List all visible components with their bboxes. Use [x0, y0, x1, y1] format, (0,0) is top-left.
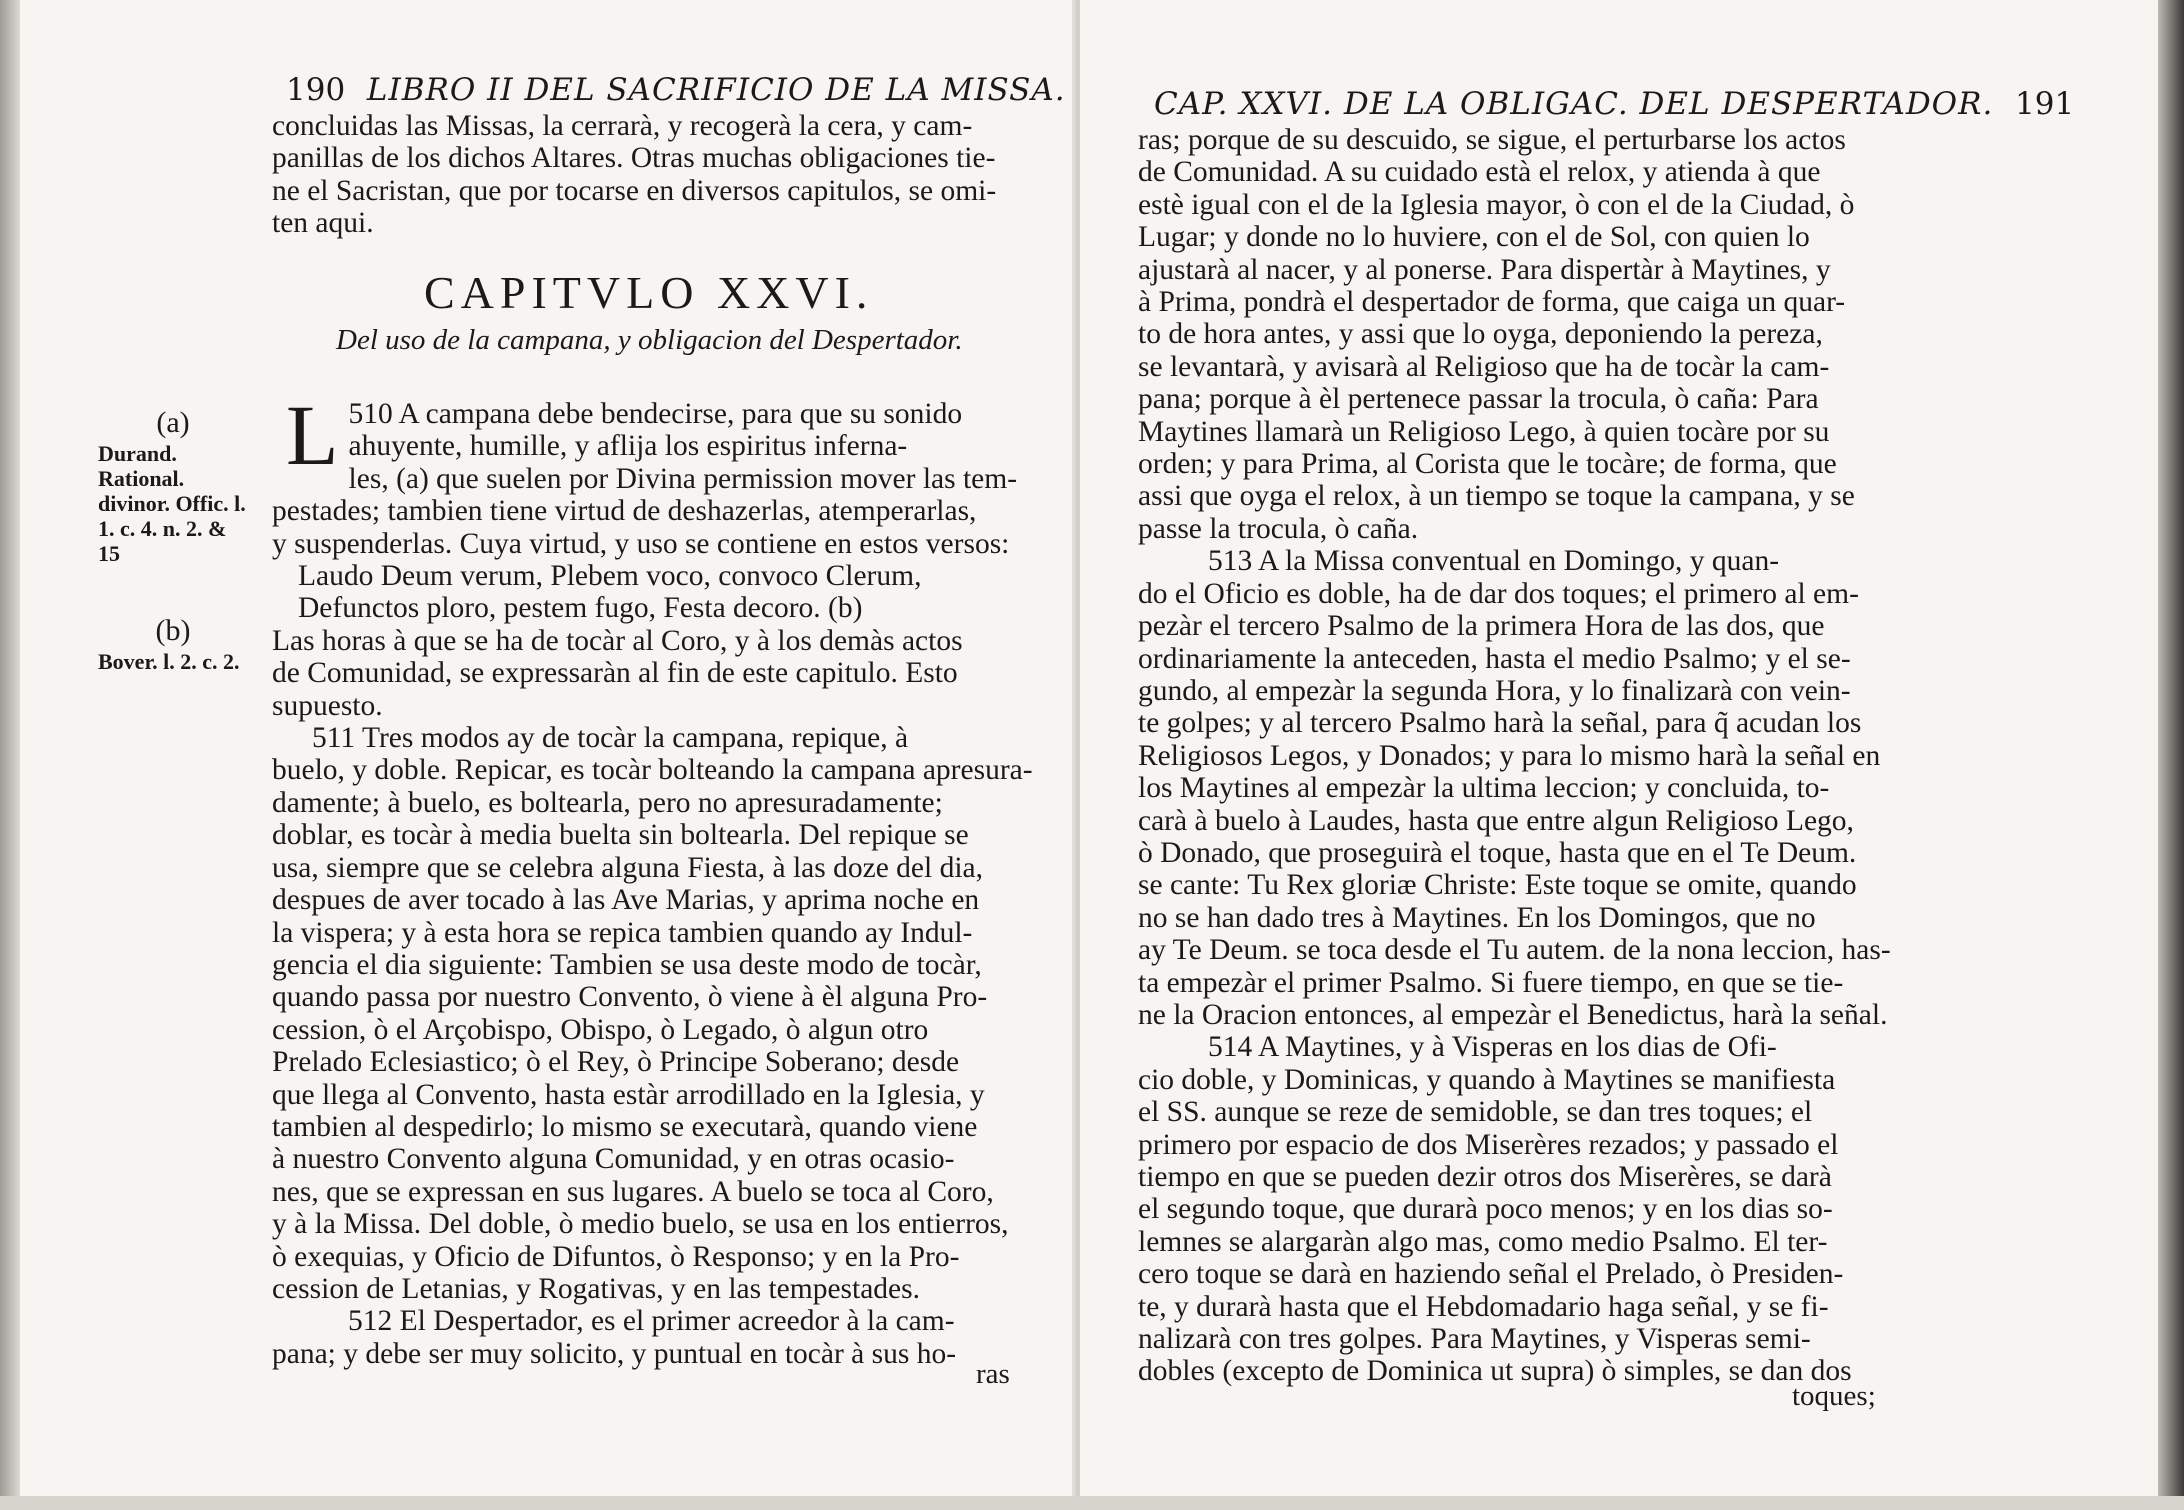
- text-line: 514 A Maytines, y à Visperas en los dias de Ofi-: [1208, 1031, 1777, 1064]
- left-page-number: 190: [286, 72, 346, 108]
- text-line: nalizarà con tres golpes. Para Maytines, y Visperas semi-: [1138, 1323, 1811, 1356]
- margin-note-a: [98, 406, 248, 566]
- text-line: carà à buelo à Laudes, hasta que entre algun Religioso Lego,: [1138, 804, 1854, 837]
- text-line: y à la Missa. Del doble, ò medio buelo, se usa en los entierros,: [272, 1208, 1009, 1241]
- text-line: cession, ò el Arçobispo, Obispo, ò Legado, ò algun otro: [272, 1013, 929, 1046]
- text-line: nes, que se expressan en sus lugares. A buelo se toca al Coro,: [272, 1175, 994, 1208]
- text-line: el SS. aunque se reze de semidoble, se dan tres toques; el: [1138, 1096, 1813, 1129]
- text-line: ahuyente, humille, y aflija los espiritus inferna-: [348, 430, 908, 463]
- text-line: ò Donado, que proseguirà el toque, hasta que en el Te Deum.: [1138, 836, 1857, 869]
- text-line: primero por espacio de dos Miserères rezados; y passado el: [1138, 1128, 1839, 1161]
- bottom-edge: [0, 1496, 2184, 1510]
- text-line: à Prima, pondrà el despertador de forma, que caiga un quar-: [1138, 286, 1846, 319]
- text-line: Prelado Eclesiastico; ò el Rey, ò Principe Soberano; desde: [272, 1046, 960, 1079]
- text-line: cio doble, y Dominicas, y quando à Maytines se manifiesta: [1138, 1063, 1836, 1096]
- text-line: quando passa por nuestro Convento, ò viene à èl alguna Pro-: [272, 981, 988, 1014]
- text-line: estè igual con el de la Iglesia mayor, ò con el de la Ciudad, ò: [1138, 188, 1855, 221]
- text-line: Las horas à que se ha de tocàr al Coro, y à los demàs actos: [272, 624, 963, 657]
- text-line: y suspenderlas. Cuya virtud, y uso se contiene en estos versos:: [272, 527, 1010, 560]
- drop-cap-letter: L: [286, 387, 339, 483]
- text-line: se levantarà, y avisarà al Religioso que ha de tocàr la cam-: [1138, 350, 1830, 383]
- chapter-subtitle: Del uso de la campana, y obligacion del Despertador.: [336, 324, 963, 356]
- text-line: passe la trocula, ò caña.: [1138, 512, 1419, 545]
- text-line: damente; à buelo, es boltearla, pero no apresuradamente;: [272, 786, 943, 819]
- text-line: supuesto.: [272, 689, 383, 722]
- text-line: usa, siempre que se celebra alguna Fiesta, à las doze del dia,: [272, 851, 983, 884]
- text-line: ne el Sacristan, que por tocarse en diversos capitulos, se omi-: [272, 174, 997, 207]
- text-line: ten aqui.: [272, 207, 374, 240]
- left-edge-shadow: [0, 0, 22, 1510]
- text-line: despues de aver tocado à las Ave Marias, y aprima noche en: [272, 884, 980, 917]
- text-line: no se han dado tres à Maytines. En los Domingos, que no: [1138, 901, 1816, 934]
- text-line: 510 A campana debe bendecirse, para que su sonido: [348, 398, 963, 430]
- text-line: cero toque se darà en haziendo señal el Prelado, ò Presiden-: [1138, 1258, 1844, 1291]
- text-line: de Comunidad, se expressaràn al fin de este capitulo. Esto: [272, 657, 958, 690]
- right-running-title: CAP. XXVI. DE LA OBLIGAC. DEL DESPERTADOR.: [1154, 86, 1994, 122]
- text-line: panillas de los dichos Altares. Otras muchas obligaciones tie-: [272, 142, 996, 175]
- text-line: Maytines llamarà un Religioso Lego, à quien tocàre por su: [1138, 415, 1830, 448]
- left-text-top: [272, 110, 1040, 240]
- text-line: ajustarà al nacer, y al ponerse. Para dispertàr à Maytines, y: [1138, 253, 1831, 286]
- text-line: te golpes; y al tercero Psalmo harà la señal, para q̃ acudan los: [1138, 707, 1862, 740]
- text-line: do el Oficio es doble, ha de dar dos toques; el primero al em-: [1138, 577, 1859, 610]
- right-page: [1080, 0, 2162, 1510]
- left-catchword: ras: [976, 1358, 1010, 1390]
- text-line: concluidas las Missas, la cerrarà, y recogerà la cera, y cam-: [272, 110, 973, 142]
- text-line: buelo, y doble. Repicar, es tocàr bolteando la campana apresura-: [272, 754, 1033, 787]
- chapter-title: CAPITVLO XXVI.: [424, 267, 874, 318]
- right-text-main: [1138, 124, 1968, 1388]
- text-line: te, y durarà hasta que el Hebdomadario haga señal, y se fi-: [1138, 1290, 1829, 1323]
- text-line: ordinariamente la anteceden, hasta el medio Psalmo; y el se-: [1138, 642, 1851, 675]
- left-text-main: [272, 387, 1040, 1370]
- text-line: Defunctos ploro, pestem fugo, Festa decoro. (b): [298, 592, 863, 625]
- text-line: ta empezàr el primer Psalmo. Si fuere tiempo, en que se tie-: [1138, 966, 1844, 999]
- text-line: 511 Tres modos ay de tocàr la campana, repique, à: [312, 722, 909, 755]
- text-line: gencia el dia siguiente: Tambien se usa deste modo de tocàr,: [272, 948, 982, 981]
- text-line: doblar, es tocàr à media buelta sin boltearla. Del repique se: [272, 819, 969, 852]
- text-line: tiempo en que se pueden dezir otros dos Miserères, se darà: [1138, 1161, 1832, 1193]
- text-line: ras; porque de su descuido, se sigue, el perturbarse los actos: [1138, 124, 1846, 156]
- margin-note-text: Durand. Rational. divinor. Offic. l. 1. c. 4. n. 2. & 15: [98, 441, 246, 566]
- text-line: los Maytines al empezàr la ultima leccion; y concluida, to-: [1138, 772, 1830, 805]
- text-line: que llega al Convento, hasta estàr arrodillado en la Iglesia, y: [272, 1078, 985, 1111]
- text-line: tambien al despedirlo; lo mismo se executarà, quando viene: [272, 1110, 978, 1143]
- text-line: Religiosos Legos, y Donados; y para lo mismo harà la señal en: [1138, 739, 1881, 772]
- text-line: ne la Oracion entonces, al empezàr el Benedictus, harà la señal.: [1138, 998, 1888, 1031]
- right-page-number: 191: [2015, 86, 2075, 122]
- text-line: cession de Letanias, y Rogativas, y en las tempestades.: [272, 1272, 921, 1305]
- text-line: pestades; tambien tiene virtud de deshazerlas, atemperarlas,: [272, 495, 977, 528]
- left-page: [20, 0, 1075, 1510]
- text-line: dobles (excepto de Dominica ut supra) ò simples, se dan dos: [1138, 1355, 1852, 1388]
- text-line: assi que oyga el relox, à un tiempo se toque la campana, y se: [1138, 480, 1855, 513]
- text-line: orden; y para Prima, al Corista que le tocàre; de forma, que: [1138, 448, 1837, 481]
- text-line: à nuestro Convento alguna Comunidad, y en otras ocasio-: [272, 1143, 955, 1176]
- text-line: el segundo toque, que durarà poco menos; y en los dias so-: [1138, 1193, 1833, 1226]
- text-line: pezàr el tercero Psalmo de la primera Hora de las dos, que: [1138, 610, 1825, 643]
- text-line: Lugar; y donde no lo huviere, con el de Sol, con quien lo: [1138, 221, 1810, 254]
- text-line: la vispera; y à esta hora se repica tambien quando ay Indul-: [272, 916, 973, 949]
- right-running-header: [1154, 86, 2074, 122]
- text-line: ò exequias, y Oficio de Difuntos, ò Responso; y en la Pro-: [272, 1240, 960, 1273]
- text-line: se cante: Tu Rex gloriæ Christe: Este toque se omite, quando: [1138, 869, 1857, 902]
- text-line: lemnes se alargaràn algo mas, como medio Psalmo. El ter-: [1138, 1225, 1828, 1258]
- text-line: Laudo Deum verum, Plebem voco, convoco Clerum,: [298, 560, 922, 593]
- margin-note-label: (b): [155, 614, 191, 647]
- text-line: to de hora antes, y assi que lo oyga, deponiendo la pereza,: [1138, 318, 1823, 351]
- text-line: de Comunidad. A su cuidado està el relox, y atienda à que: [1138, 156, 1821, 189]
- text-line: les, (a) que suelen por Divina permission mover las tem-: [348, 462, 1018, 495]
- text-line: 512 El Despertador, es el primer acreedor à la cam-: [348, 1305, 955, 1338]
- margin-note-b: [98, 614, 248, 674]
- margin-note-label: (a): [156, 406, 190, 439]
- text-line: pana; porque à èl pertenece passar la trocula, ò caña: Para: [1138, 383, 1819, 416]
- text-line: ay Te Deum. se toca desde el Tu autem. de la nona leccion, has-: [1138, 934, 1891, 967]
- left-running-title: LIBRO II DEL SACRIFICIO DE LA MISSA.: [366, 72, 1066, 108]
- text-line: gundo, al empezàr la segunda Hora, y lo finalizarà con vein-: [1138, 674, 1851, 707]
- right-edge-shadow: [2158, 0, 2184, 1510]
- text-line: pana; y debe ser muy solicito, y puntual en tocàr à sus ho-: [272, 1337, 957, 1370]
- left-running-header: [286, 72, 1066, 108]
- margin-note-text: Bover. l. 2. c. 2.: [98, 649, 240, 674]
- text-line: 513 A la Missa conventual en Domingo, y quan-: [1208, 545, 1780, 578]
- right-catchword: toques;: [1792, 1380, 1876, 1412]
